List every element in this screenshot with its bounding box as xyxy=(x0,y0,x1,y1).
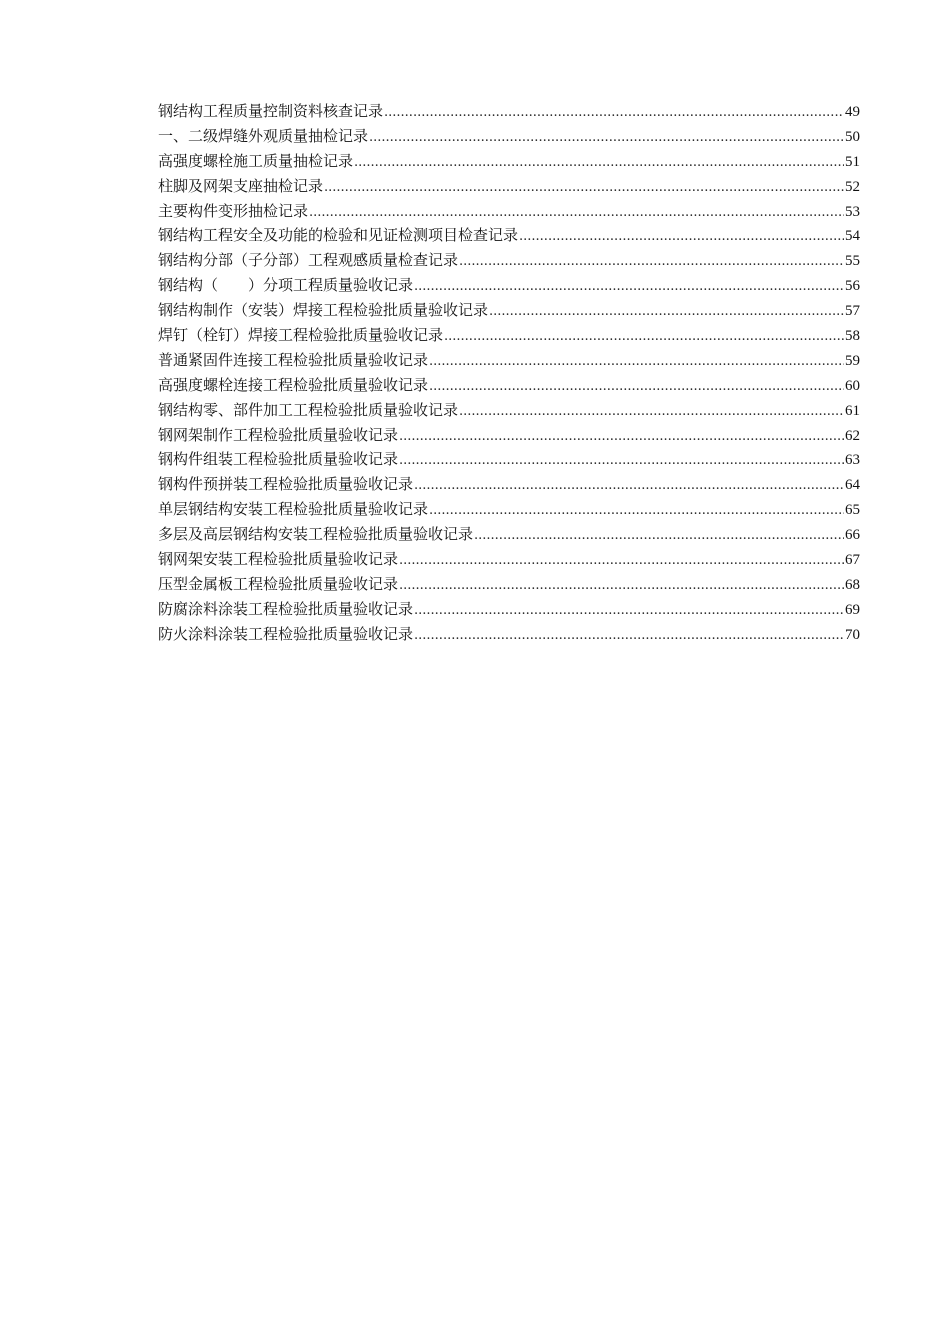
toc-entry-title: 钢网架安装工程检验批质量验收记录 xyxy=(158,550,399,569)
toc-entry-page: 52 xyxy=(845,178,860,195)
toc-entry[interactable] xyxy=(158,597,860,622)
toc-dot-leader xyxy=(399,449,844,474)
toc-dot-leader xyxy=(414,624,844,649)
toc-dot-leader xyxy=(399,574,844,599)
toc-dot-leader xyxy=(429,499,844,524)
toc-entry-page: 60 xyxy=(845,377,860,394)
toc-entry-title: 钢结构分部（子分部）工程观感质量检查记录 xyxy=(158,251,459,270)
toc-dot-leader xyxy=(309,201,844,226)
toc-entry[interactable] xyxy=(158,273,860,298)
toc-dot-leader xyxy=(354,151,844,176)
toc-entry-page: 51 xyxy=(845,153,860,170)
toc-entry[interactable] xyxy=(158,248,860,273)
toc-entry[interactable] xyxy=(158,622,860,647)
toc-dot-leader xyxy=(444,325,844,350)
table-of-contents xyxy=(158,99,860,647)
toc-entry-title: 钢网架制作工程检验批质量验收记录 xyxy=(158,425,399,444)
toc-entry-page: 70 xyxy=(845,626,860,643)
toc-dot-leader xyxy=(369,126,844,151)
toc-entry-page: 62 xyxy=(845,427,860,444)
toc-entry-page: 68 xyxy=(845,576,860,593)
toc-dot-leader xyxy=(414,474,844,499)
toc-entry[interactable] xyxy=(158,199,860,224)
toc-dot-leader xyxy=(399,425,844,450)
toc-entry-title: 钢结构工程质量控制资料核查记录 xyxy=(158,102,384,120)
toc-entry-page: 53 xyxy=(845,203,860,220)
toc-entry[interactable] xyxy=(158,423,860,448)
toc-entry-page: 58 xyxy=(845,328,860,345)
toc-entry-page: 66 xyxy=(845,527,860,544)
toc-entry-page: 63 xyxy=(845,452,860,469)
toc-dot-leader xyxy=(324,176,844,201)
toc-dot-leader xyxy=(474,524,844,549)
toc-entry-title: 高强度螺栓施工质量抽检记录 xyxy=(158,151,354,170)
toc-entry-page: 54 xyxy=(845,228,860,245)
toc-entry[interactable] xyxy=(158,373,860,398)
toc-entry-page: 59 xyxy=(845,352,860,369)
toc-entry-page: 61 xyxy=(845,402,860,419)
toc-dot-leader xyxy=(414,275,844,300)
toc-entry-page: 57 xyxy=(845,303,860,320)
toc-entry[interactable] xyxy=(158,472,860,497)
toc-entry-title: 高强度螺栓连接工程检验批质量验收记录 xyxy=(158,375,429,394)
toc-entry-title: 防腐涂料涂装工程检验批质量验收记录 xyxy=(158,599,414,618)
toc-entry[interactable] xyxy=(158,497,860,522)
toc-entry-title: 钢结构零、部件加工工程检验批质量验收记录 xyxy=(158,400,459,419)
toc-entry-title: 普通紧固件连接工程检验批质量验收记录 xyxy=(158,350,429,369)
toc-entry-title: 焊钉（栓钉）焊接工程检验批质量验收记录 xyxy=(158,326,444,345)
toc-entry-title: 单层钢结构安装工程检验批质量验收记录 xyxy=(158,500,429,519)
toc-dot-leader xyxy=(519,225,844,250)
toc-entry-page: 55 xyxy=(845,253,860,270)
toc-dot-leader xyxy=(459,250,844,275)
toc-entry-title: 钢构件预拼装工程检验批质量验收记录 xyxy=(158,475,414,494)
toc-entry[interactable] xyxy=(158,99,860,124)
toc-entry[interactable] xyxy=(158,348,860,373)
toc-dot-leader xyxy=(384,101,844,126)
toc-entry-title: 钢结构制作（安装）焊接工程检验批质量验收记录 xyxy=(158,301,489,320)
toc-dot-leader xyxy=(399,549,844,574)
toc-dot-leader xyxy=(459,400,844,425)
toc-entry-title: 钢构件组装工程检验批质量验收记录 xyxy=(158,450,399,469)
toc-entry-title: 一、二级焊缝外观质量抽检记录 xyxy=(158,126,369,145)
toc-entry[interactable] xyxy=(158,447,860,472)
toc-entry-page: 67 xyxy=(845,552,860,569)
toc-dot-leader xyxy=(414,599,844,624)
toc-entry-page: 69 xyxy=(845,601,860,618)
toc-entry[interactable] xyxy=(158,174,860,199)
toc-entry-page: 49 xyxy=(845,104,860,120)
toc-entry[interactable] xyxy=(158,149,860,174)
toc-entry[interactable] xyxy=(158,522,860,547)
toc-entry-page: 50 xyxy=(845,128,860,145)
toc-entry-page: 56 xyxy=(845,278,860,295)
toc-entry[interactable] xyxy=(158,124,860,149)
toc-entry-title: 主要构件变形抽检记录 xyxy=(158,201,309,220)
toc-entry-title: 压型金属板工程检验批质量验收记录 xyxy=(158,574,399,593)
toc-entry-page: 64 xyxy=(845,477,860,494)
toc-entry[interactable] xyxy=(158,547,860,572)
toc-entry-title: 柱脚及网架支座抽检记录 xyxy=(158,176,324,195)
toc-entry[interactable] xyxy=(158,223,860,248)
toc-entry-title: 多层及高层钢结构安装工程检验批质量验收记录 xyxy=(158,525,474,544)
toc-entry[interactable] xyxy=(158,572,860,597)
toc-dot-leader xyxy=(429,375,844,400)
toc-entry[interactable] xyxy=(158,398,860,423)
toc-dot-leader xyxy=(429,350,844,375)
toc-entry-page: 65 xyxy=(845,502,860,519)
toc-entry[interactable] xyxy=(158,323,860,348)
toc-entry-title: 钢结构工程安全及功能的检验和见证检测项目检查记录 xyxy=(158,226,519,245)
toc-entry[interactable] xyxy=(158,298,860,323)
toc-entry-title: 防火涂料涂装工程检验批质量验收记录 xyxy=(158,624,414,643)
toc-entry-title: 钢结构（ ）分项工程质量验收记录 xyxy=(158,276,414,295)
toc-dot-leader xyxy=(489,300,844,325)
